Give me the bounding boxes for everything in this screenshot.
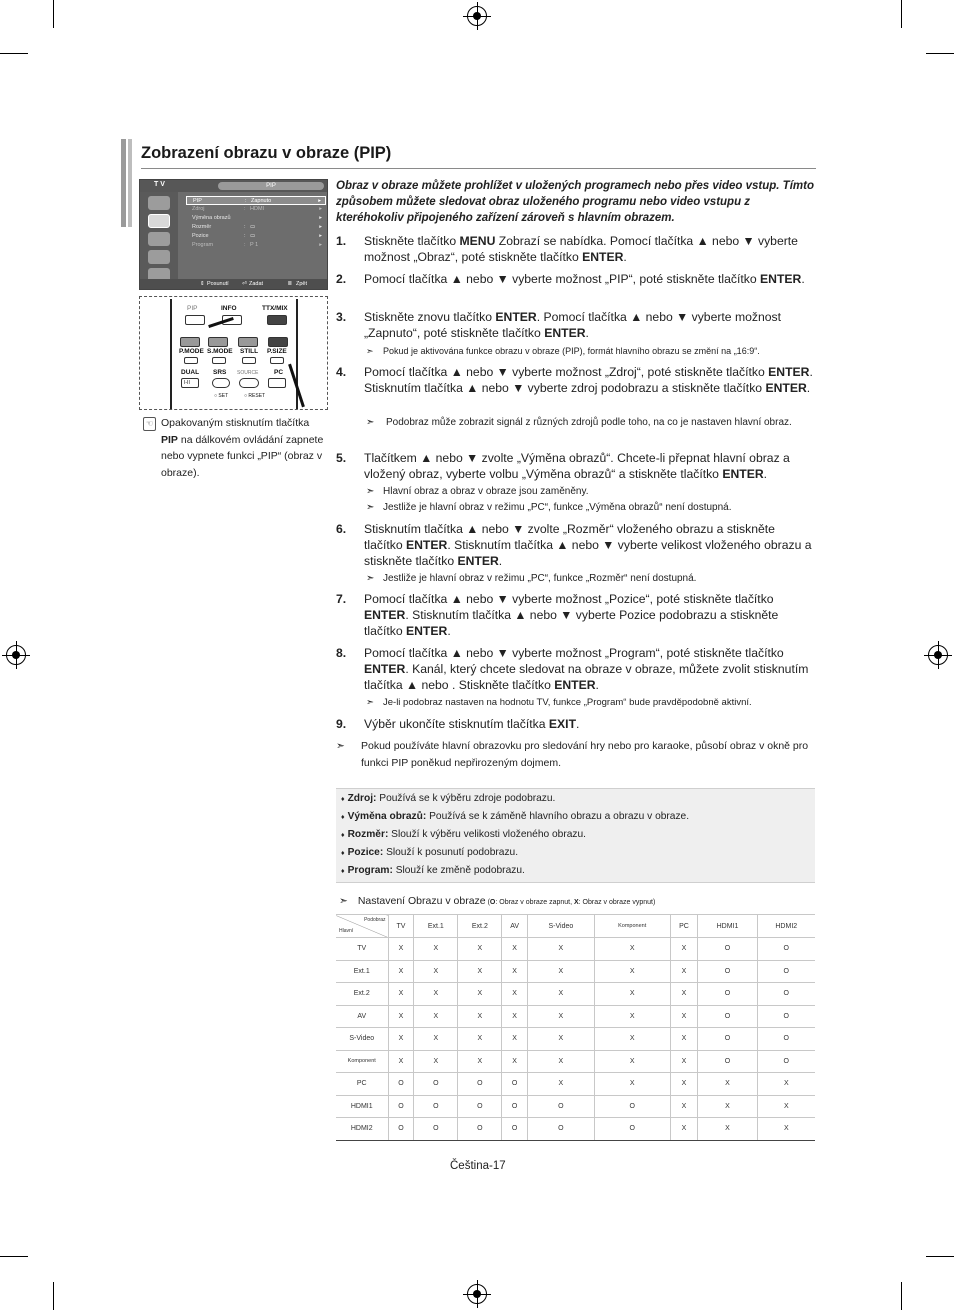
tv-menu-row: Program : P 1 ▸ xyxy=(192,242,322,248)
note-step-4: ➣ Podobraz může zobrazit signál z různých zdrojů podle toho, na co je nastaven hlavní obraz. xyxy=(366,417,792,428)
table-cell: X xyxy=(388,1050,414,1073)
table-row xyxy=(336,1005,815,1028)
smode-button xyxy=(208,337,228,347)
table-cell: X xyxy=(670,1095,698,1118)
table-cell: X xyxy=(502,1005,528,1028)
table-cell: X xyxy=(502,1028,528,1051)
column-header: Ext.1 xyxy=(414,915,458,938)
small-button xyxy=(184,357,198,364)
table-cell: X xyxy=(414,983,458,1006)
table-cell: O xyxy=(698,960,757,983)
table-cell: O xyxy=(698,1028,757,1051)
table-cell: X xyxy=(502,1050,528,1073)
registration-mark-icon xyxy=(928,645,948,665)
table-cell: X xyxy=(527,983,594,1006)
table-cell: X xyxy=(527,938,594,961)
table-cell: X xyxy=(458,1005,502,1028)
table-cell: X xyxy=(527,1005,594,1028)
step-7: 7. Pomocí tlačítka ▲ nebo ▼ vyberte možnost „Pozice“, poté stiskněte tlačítko ENTER. Stisknutím tlačítka ▲ nebo ▼ vyberte Pozice podobrazu a stiskněte tlačítko ENTER. xyxy=(336,592,779,638)
remote-label-psize: P.SIZE xyxy=(267,348,287,355)
table-cell: X xyxy=(757,1073,815,1096)
column-header: S-Video xyxy=(527,915,594,938)
table-cell: O xyxy=(414,1095,458,1118)
crop-mark xyxy=(926,1256,954,1257)
small-button xyxy=(212,357,226,364)
step-6: 6. Stisknutím tlačítka ▲ nebo ▼ zvolte „Rozměr“ vloženého obrazu a stiskněte tlačítko ENTER. Stisknutím tlačítka ▲ nebo ▼ vyberte velikost vloženého obrazu a stiskněte tlačítko ENTER. xyxy=(336,522,812,568)
tv-menu-screen xyxy=(139,179,328,290)
table-cell: O xyxy=(698,1005,757,1028)
remote-label-smode: S.MODE xyxy=(207,348,233,355)
table-cell: X xyxy=(388,983,414,1006)
table-cell: X xyxy=(458,983,502,1006)
row-header: Ext.2 xyxy=(336,983,388,1006)
note-arrow-icon: ➣ xyxy=(366,417,375,428)
note-arrow-icon: ➣ xyxy=(366,502,375,513)
table-cell: X xyxy=(594,1073,670,1096)
table-cell: O xyxy=(594,1118,670,1141)
table-cell: O xyxy=(757,938,815,961)
table-cell: X xyxy=(388,938,414,961)
table-row xyxy=(336,1095,815,1118)
row-header: S-Video xyxy=(336,1028,388,1051)
table-cell: X xyxy=(458,1028,502,1051)
section-marker xyxy=(121,139,126,227)
column-header: TV xyxy=(388,915,414,938)
table-cell: X xyxy=(414,1005,458,1028)
column-header: PC xyxy=(670,915,698,938)
step-2: 2. Pomocí tlačítka ▲ nebo ▼ vyberte možnost „PIP“, poté stiskněte tlačítko ENTER. xyxy=(336,272,805,286)
table-cell: O xyxy=(388,1095,414,1118)
table-cell: X xyxy=(594,983,670,1006)
note-step-5a: ➣ Hlavní obraz a obraz v obraze jsou zaměněny. xyxy=(366,486,589,497)
remote-label-srs: SRS xyxy=(213,369,227,376)
table-cell: O xyxy=(502,1073,528,1096)
table-cell: X xyxy=(698,1118,757,1141)
table-cell: X xyxy=(527,960,594,983)
column-header: HDMI2 xyxy=(757,915,815,938)
tv-menu-footer: ⇕ Posunutí ⏎ Zadat Ⅲ Zpět xyxy=(140,279,327,289)
step-1: 1. Stiskněte tlačítko MENU Zobrazí se nabídka. Pomocí tlačítka ▲ nebo ▼ vyberte možnost „Obraz“, poté stiskněte tlačítko ENTER. xyxy=(336,234,798,264)
remote-control-illustration xyxy=(139,296,328,410)
table-cell: O xyxy=(594,1095,670,1118)
table-cell: X xyxy=(670,1050,698,1073)
option-item: ♦ Zdroj: Používá se k výběru zdroje podobrazu. xyxy=(341,793,556,804)
table-cell: X xyxy=(527,1073,594,1096)
page-number: Čeština-17 xyxy=(450,1160,506,1172)
table-header-row xyxy=(336,915,815,938)
step-3: 3. Stiskněte znovu tlačítko ENTER. Pomocí tlačítka ▲ nebo ▼ vyberte možnost „Zapnuto“, poté stiskněte tlačítko ENTER. xyxy=(336,310,782,340)
note-arrow-icon: ➣ xyxy=(366,573,375,584)
table-cell: X xyxy=(670,983,698,1006)
table-cell: X xyxy=(458,1050,502,1073)
row-header: AV xyxy=(336,1005,388,1028)
note-step-3: ➣ Pokud je aktivována funkce obrazu v obraze (PIP), formát hlavního obrazu se změní na „16:9“. xyxy=(366,344,816,359)
table-cell: X xyxy=(670,1028,698,1051)
option-item: ♦ Program: Slouží ke změně podobrazu. xyxy=(341,865,525,876)
row-header: Komponent xyxy=(336,1050,388,1073)
sound-category-icon xyxy=(148,232,170,246)
step-8: 8. Pomocí tlačítka ▲ nebo ▼ vyberte možnost „Program“, poté stiskněte tlačítko ENTER. Kanál, který chcete sledovat na obraze v obraze, můžete zvolit stisknutím tlačítka ▲ nebo . Stiskněte tlačítko ENTER. xyxy=(336,646,809,692)
step-5: 5. Tlačítkem ▲ nebo ▼ zvolte „Výměna obrazů“. Chcete-li přepnat hlavní obraz a vložený obraz, vyberte volbu „Výměna obrazů“ a stiskněte tlačítko ENTER. xyxy=(336,451,790,481)
note-arrow-icon: ➣ xyxy=(366,697,374,708)
table-cell: O xyxy=(698,983,757,1006)
table-row xyxy=(336,960,815,983)
still-button xyxy=(238,337,258,347)
table-cell: X xyxy=(594,1050,670,1073)
registration-mark-icon xyxy=(467,6,487,26)
table-cell: O xyxy=(757,960,815,983)
small-button xyxy=(270,357,284,364)
crop-mark xyxy=(0,1256,28,1257)
table-cell: O xyxy=(698,938,757,961)
table-cell: O xyxy=(527,1118,594,1141)
table-row xyxy=(336,1028,815,1051)
table-cell: X xyxy=(527,1028,594,1051)
table-cell: X xyxy=(698,1095,757,1118)
table-cell: O xyxy=(414,1118,458,1141)
psize-button xyxy=(268,337,288,347)
table-cell: X xyxy=(757,1095,815,1118)
table-cell: X xyxy=(414,960,458,983)
table-row xyxy=(336,983,815,1006)
row-header: Ext.1 xyxy=(336,960,388,983)
table-cell: X xyxy=(670,1118,698,1141)
table-cell: X xyxy=(502,938,528,961)
tv-menu-tab: PIP xyxy=(218,182,324,190)
table-cell: X xyxy=(388,1028,414,1051)
table-cell: X xyxy=(414,1028,458,1051)
remote-label-ttx: TTX/MIX xyxy=(262,305,288,312)
table-cell: X xyxy=(527,1050,594,1073)
channel-category-icon xyxy=(148,250,170,264)
table-cell: O xyxy=(757,1005,815,1028)
table-cell: O xyxy=(388,1118,414,1141)
registration-mark-icon xyxy=(467,1284,487,1304)
note-arrow-icon: ➣ xyxy=(339,895,348,907)
reset-button: ○ RESET xyxy=(244,393,266,399)
table-cell: O xyxy=(414,1073,458,1096)
note-step-5b: ➣ Jestliže je hlavní obraz v režimu „PC“, funkce „Výměna obrazů“ není dostupná. xyxy=(366,502,732,513)
table-cell: O xyxy=(458,1095,502,1118)
tv-menu-section: T V xyxy=(154,181,165,188)
pip-compatibility-table xyxy=(336,914,815,1141)
table-caption: ➣ Nastavení Obrazu v obraze (O: Obraz v obraze zapnut, X: Obraz v obraze vypnut) xyxy=(339,895,656,907)
set-button: ○ SET xyxy=(214,393,229,399)
table-cell: O xyxy=(502,1095,528,1118)
remote-label-pmode: P.MODE xyxy=(179,348,204,355)
table-row xyxy=(336,1050,815,1073)
table-cell: X xyxy=(670,960,698,983)
side-note: Opakovaným stisknutím tlačítka PIP na dálkovém ovládání zapnete nebo vypnete funkci „PIP“ (obraz v obraze). xyxy=(161,417,324,479)
table-row xyxy=(336,1118,815,1141)
table-cell: X xyxy=(757,1118,815,1141)
general-note: ➣ Pokud používáte hlavní obrazovku pro sledování hry nebo pro karaoke, působí obraz v okně pro funkci PIP poněkud nepřirozeným dojmem. xyxy=(336,740,809,769)
row-header: TV xyxy=(336,938,388,961)
table-cell: O xyxy=(757,1050,815,1073)
remote-label-pip: PIP xyxy=(187,305,198,312)
remote-label-i-ii: I-II xyxy=(184,380,190,386)
option-item: ♦ Pozice: Slouží k posunutí podobrazu. xyxy=(341,847,519,858)
column-header: Ext.2 xyxy=(458,915,502,938)
remote-label-dual: DUAL xyxy=(181,369,200,376)
table-cell: O xyxy=(458,1073,502,1096)
ttx-button xyxy=(267,315,287,325)
tv-menu-row: Zdroj : HDMI ▸ xyxy=(192,206,322,212)
step-9: 9. Výběr ukončíte stisknutím tlačítka EXIT. xyxy=(336,717,580,731)
pmode-button xyxy=(180,337,200,347)
column-header: Komponent xyxy=(594,915,670,938)
page-title: Zobrazení obrazu v obraze (PIP) xyxy=(141,144,392,162)
note-hand-icon: ☜ xyxy=(143,417,156,431)
source-button xyxy=(239,378,259,388)
note-arrow-icon: ➣ xyxy=(366,346,374,356)
remote-label-pc: PC xyxy=(274,369,284,376)
tv-menu-row: PIP : Zapnuto ▸ xyxy=(186,196,326,205)
note-arrow-icon: ➣ xyxy=(336,740,345,752)
row-header: HDMI2 xyxy=(336,1118,388,1141)
tv-menu-row: Rozměr : ▭ ▸ xyxy=(192,224,322,230)
row-header: PC xyxy=(336,1073,388,1096)
table-cell: X xyxy=(670,938,698,961)
table-cell: X xyxy=(388,960,414,983)
tv-menu-row: Výměna obrazů ▸ xyxy=(192,215,322,221)
table-cell: X xyxy=(594,1028,670,1051)
table-cell: O xyxy=(757,983,815,1006)
option-item: ♦ Výměna obrazů: Používá se k záměně hlavního obrazu a obrazu v obraze. xyxy=(341,811,690,822)
picture-category-icon xyxy=(148,196,170,210)
note-step-6: ➣ Jestliže je hlavní obraz v režimu „PC“, funkce „Rozměr“ není dostupná. xyxy=(366,573,697,584)
column-header: HDMI1 xyxy=(698,915,757,938)
table-cell: X xyxy=(502,960,528,983)
table-cell: O xyxy=(527,1095,594,1118)
option-item: ♦ Rozměr: Slouží k výběru velikosti vloženého obrazu. xyxy=(341,829,586,840)
table-corner-cell: Podobraz Hlavní xyxy=(336,915,388,938)
table-cell: O xyxy=(388,1073,414,1096)
srs-button xyxy=(212,378,230,388)
remote-label-info: INFO xyxy=(221,305,237,312)
table-cell: X xyxy=(698,1073,757,1096)
table-cell: X xyxy=(670,1005,698,1028)
step-4: 4. Pomocí tlačítka ▲ nebo ▼ vyberte možnost „Zdroj“, poté stiskněte tlačítko ENTER. Stisknutím tlačítka ▲ nebo ▼ vyberte zdroj podobrazu a stiskněte tlačítko ENTER. xyxy=(336,365,813,395)
intro-paragraph: Obraz v obraze můžete prohlížet v uložených programech nebo přes video vstup. Tímto způsobem můžete sledovat obraz uloženého programu nebo video vstupu z kteréhokoliv připojeného zařízení zároveň s hlavním obrazem. xyxy=(336,180,814,224)
table-row xyxy=(336,938,815,961)
table-cell: X xyxy=(388,1005,414,1028)
tv-menu-row: Pozice : ▭ ▸ xyxy=(192,233,322,239)
registration-mark-icon xyxy=(6,645,26,665)
tv-menu-header xyxy=(140,180,327,192)
crop-mark xyxy=(926,53,954,54)
note-arrow-icon: ➣ xyxy=(366,486,375,497)
section-marker xyxy=(128,139,132,227)
table-cell: X xyxy=(414,938,458,961)
crop-mark xyxy=(53,1282,54,1310)
note-step-8: ➣ Je-li podobraz nastaven na hodnotu TV, funkce „Program“ bude pravděpodobně aktivní. xyxy=(366,697,752,708)
table-cell: O xyxy=(698,1050,757,1073)
table-cell: O xyxy=(502,1118,528,1141)
pip-button xyxy=(185,315,205,325)
table-cell: X xyxy=(458,960,502,983)
table-cell: X xyxy=(458,938,502,961)
picture-category-icon xyxy=(148,214,170,228)
title-divider xyxy=(141,168,816,169)
table-cell: X xyxy=(502,983,528,1006)
table-cell: X xyxy=(594,938,670,961)
tv-menu-sidebar xyxy=(140,192,178,282)
table-cell: O xyxy=(757,1028,815,1051)
table-row xyxy=(336,1073,815,1096)
crop-mark xyxy=(53,0,54,28)
table-cell: X xyxy=(594,1005,670,1028)
options-box xyxy=(336,788,815,883)
table-cell: X xyxy=(594,960,670,983)
crop-mark xyxy=(901,1282,902,1310)
crop-mark xyxy=(901,0,902,28)
crop-mark xyxy=(0,53,28,54)
pc-button xyxy=(268,378,286,388)
column-header: AV xyxy=(502,915,528,938)
row-header: HDMI1 xyxy=(336,1095,388,1118)
remote-label-still: STILL xyxy=(240,348,259,355)
table-cell: O xyxy=(458,1118,502,1141)
table-cell: X xyxy=(670,1073,698,1096)
small-button xyxy=(242,357,256,364)
table-cell: X xyxy=(414,1050,458,1073)
remote-label-source: SOURCE xyxy=(237,370,259,376)
